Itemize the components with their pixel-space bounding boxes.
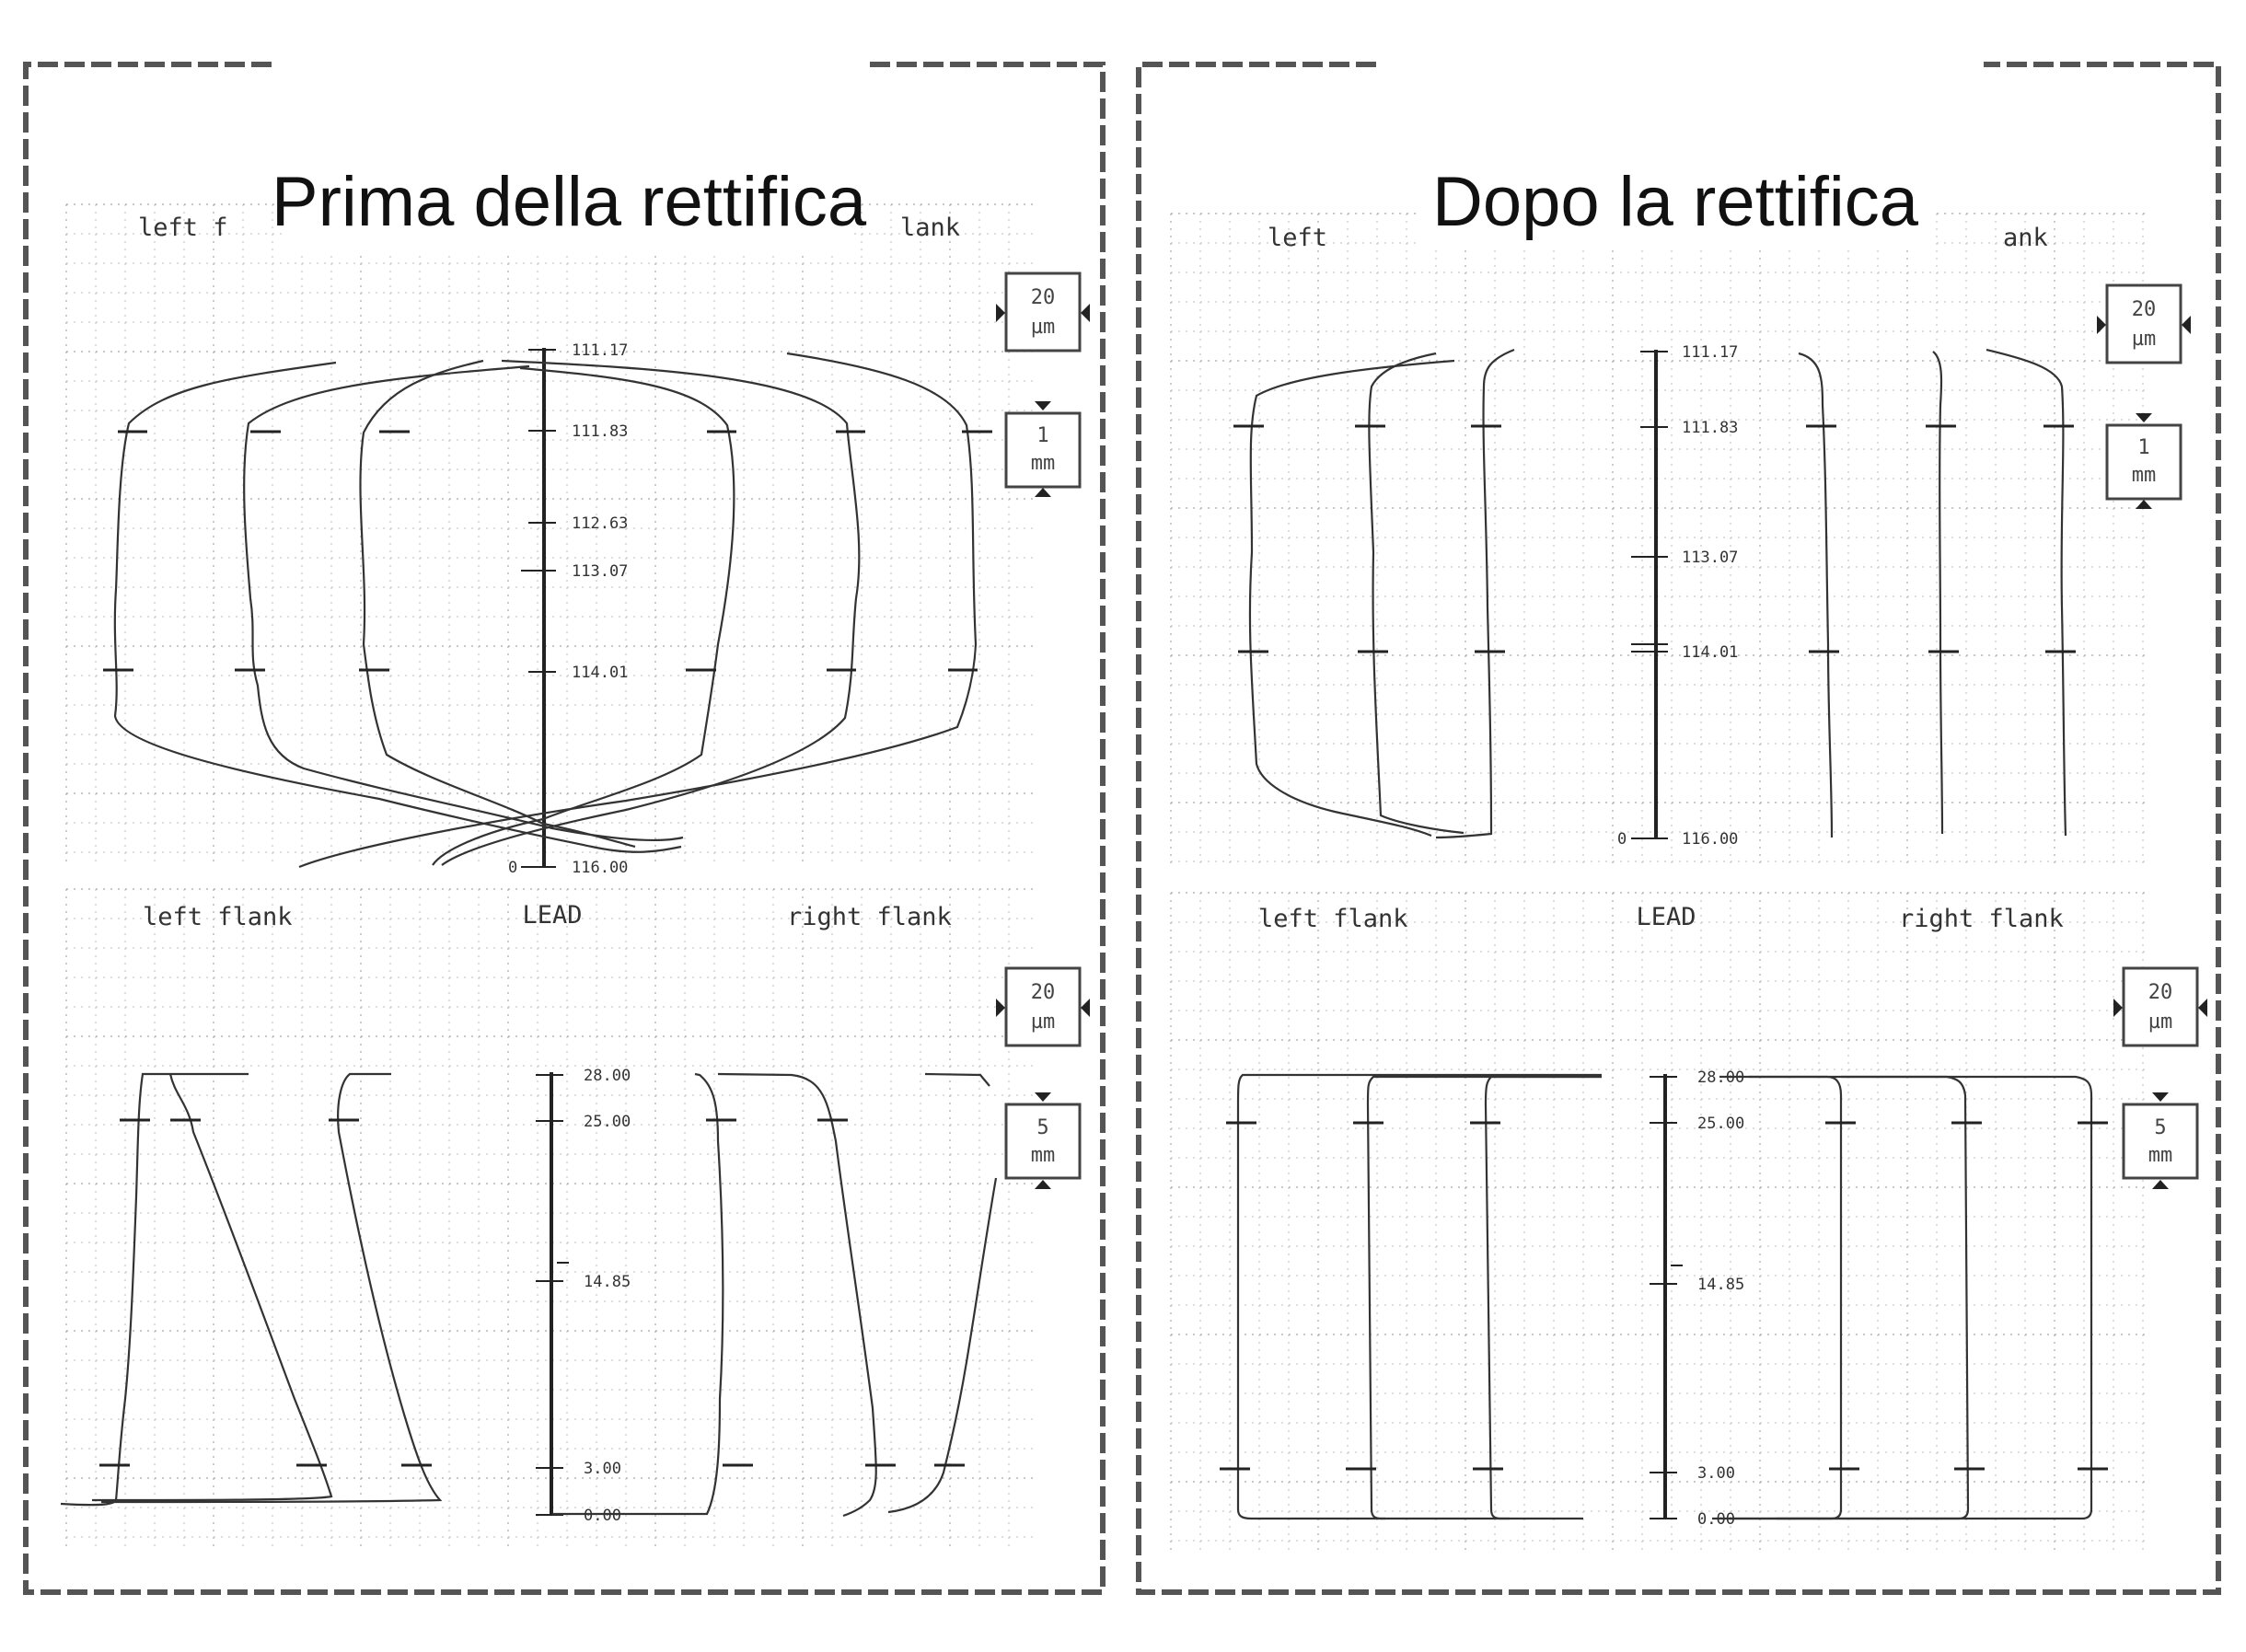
lead-box-um-unit: µm — [1030, 1011, 1056, 1034]
lead-tick-28: 28.00 — [584, 1067, 631, 1085]
profile-box-mm-unit: mm — [1030, 452, 1056, 475]
lead-box-um-value: 20 — [1030, 981, 1056, 1004]
lead-scale-box-mm — [2124, 1092, 2197, 1189]
lead-left-label: left flank — [143, 903, 293, 931]
profile-grid — [1171, 214, 2150, 869]
profile-tick-116-00: 116.00 — [572, 859, 629, 877]
profile-tick-113-07: 113.07 — [1682, 549, 1739, 567]
profile-left-label: left — [1268, 224, 1328, 252]
panel-before — [26, 64, 1103, 1592]
profile-tick-112-63: 112.63 — [572, 514, 629, 533]
profile-tick-111-17: 111.17 — [572, 341, 629, 360]
lead-box-mm-unit: mm — [1030, 1144, 1056, 1167]
profile-tick-114-01: 114.01 — [572, 664, 629, 682]
lead-markers — [99, 1120, 965, 1465]
profile-box-um-value: 20 — [1030, 286, 1056, 309]
grid-lines — [1171, 893, 2147, 1554]
lead-box-um-value: 20 — [2148, 981, 2173, 1004]
profile-right-label: ank — [2003, 224, 2048, 252]
profile-tick-111-17: 111.17 — [1682, 343, 1739, 362]
lead-tick-3: 3.00 — [584, 1460, 621, 1478]
lead-scale — [536, 1067, 631, 1525]
lead-box-mm-value: 5 — [2154, 1116, 2167, 1139]
lead-scale-box-um — [996, 968, 1090, 1045]
lead-center-label: LEAD — [1636, 903, 1696, 931]
profile-box-um-unit: µm — [2131, 328, 2157, 351]
lead-traces — [61, 1074, 996, 1516]
profile-box-mm-unit: mm — [2131, 464, 2157, 487]
profile-tick-111-83: 111.83 — [1682, 419, 1739, 437]
profile-tick-111-83: 111.83 — [572, 422, 629, 441]
lead-tick-28: 28.00 — [1697, 1069, 1745, 1087]
lead-tick-3: 3.00 — [1697, 1464, 1735, 1483]
profile-box-mm-value: 1 — [1036, 424, 1049, 447]
lead-box-mm-value: 5 — [1036, 1116, 1049, 1139]
profile-left-label: left f — [138, 214, 228, 242]
profile-tick-114-01: 114.01 — [1682, 643, 1739, 662]
lead-center-label: LEAD — [522, 901, 583, 930]
profile-scale-box-mm — [1006, 401, 1080, 497]
profile-scale — [508, 341, 628, 877]
profile-box-mm-value: 1 — [2137, 436, 2150, 459]
profile-box-um-value: 20 — [2131, 298, 2157, 321]
lead-box-mm-unit: mm — [2148, 1144, 2173, 1167]
lead-tick-25: 25.00 — [584, 1113, 631, 1131]
profile-chart — [103, 214, 1090, 877]
lead-tick-0: 0.00 — [584, 1507, 621, 1525]
lead-tick-14-85: 14.85 — [584, 1273, 631, 1291]
profile-scale-box-mm — [2107, 413, 2181, 509]
lead-scale-box-mm — [1006, 1092, 1080, 1189]
profile-zero-label: 0 — [1617, 830, 1627, 849]
lead-left-label: left flank — [1258, 905, 1408, 933]
lead-grid — [1171, 893, 2147, 1554]
profile-scale-box-um — [2097, 285, 2191, 363]
lead-chart — [1220, 903, 2207, 1529]
panel-frame — [1139, 64, 2218, 1592]
profile-scale-box-um — [996, 273, 1090, 351]
lead-tick-0: 0.00 — [1697, 1510, 1735, 1529]
panel-title: Dopo la rettifica — [1431, 163, 1919, 241]
lead-tick-25: 25.00 — [1697, 1115, 1745, 1133]
lead-tick-14-85: 14.85 — [1697, 1276, 1745, 1294]
lead-right-label: right flank — [787, 903, 952, 931]
profile-right-label: lank — [900, 214, 961, 242]
panel-title: Prima della rettifica — [271, 163, 867, 241]
lead-scale-box-um — [2113, 968, 2207, 1045]
profile-tick-113-07: 113.07 — [572, 562, 629, 581]
lead-right-label: right flank — [1899, 905, 2064, 933]
profile-tick-116-00: 116.00 — [1682, 830, 1739, 849]
profile-grid — [66, 204, 1033, 867]
profile-zero-label: 0 — [508, 859, 518, 877]
panel-after — [1139, 64, 2218, 1592]
grid-lines — [66, 204, 1033, 867]
grid-lines — [1171, 214, 2150, 869]
lead-box-um-unit: µm — [2148, 1011, 2173, 1034]
profile-box-um-unit: µm — [1030, 316, 1056, 339]
